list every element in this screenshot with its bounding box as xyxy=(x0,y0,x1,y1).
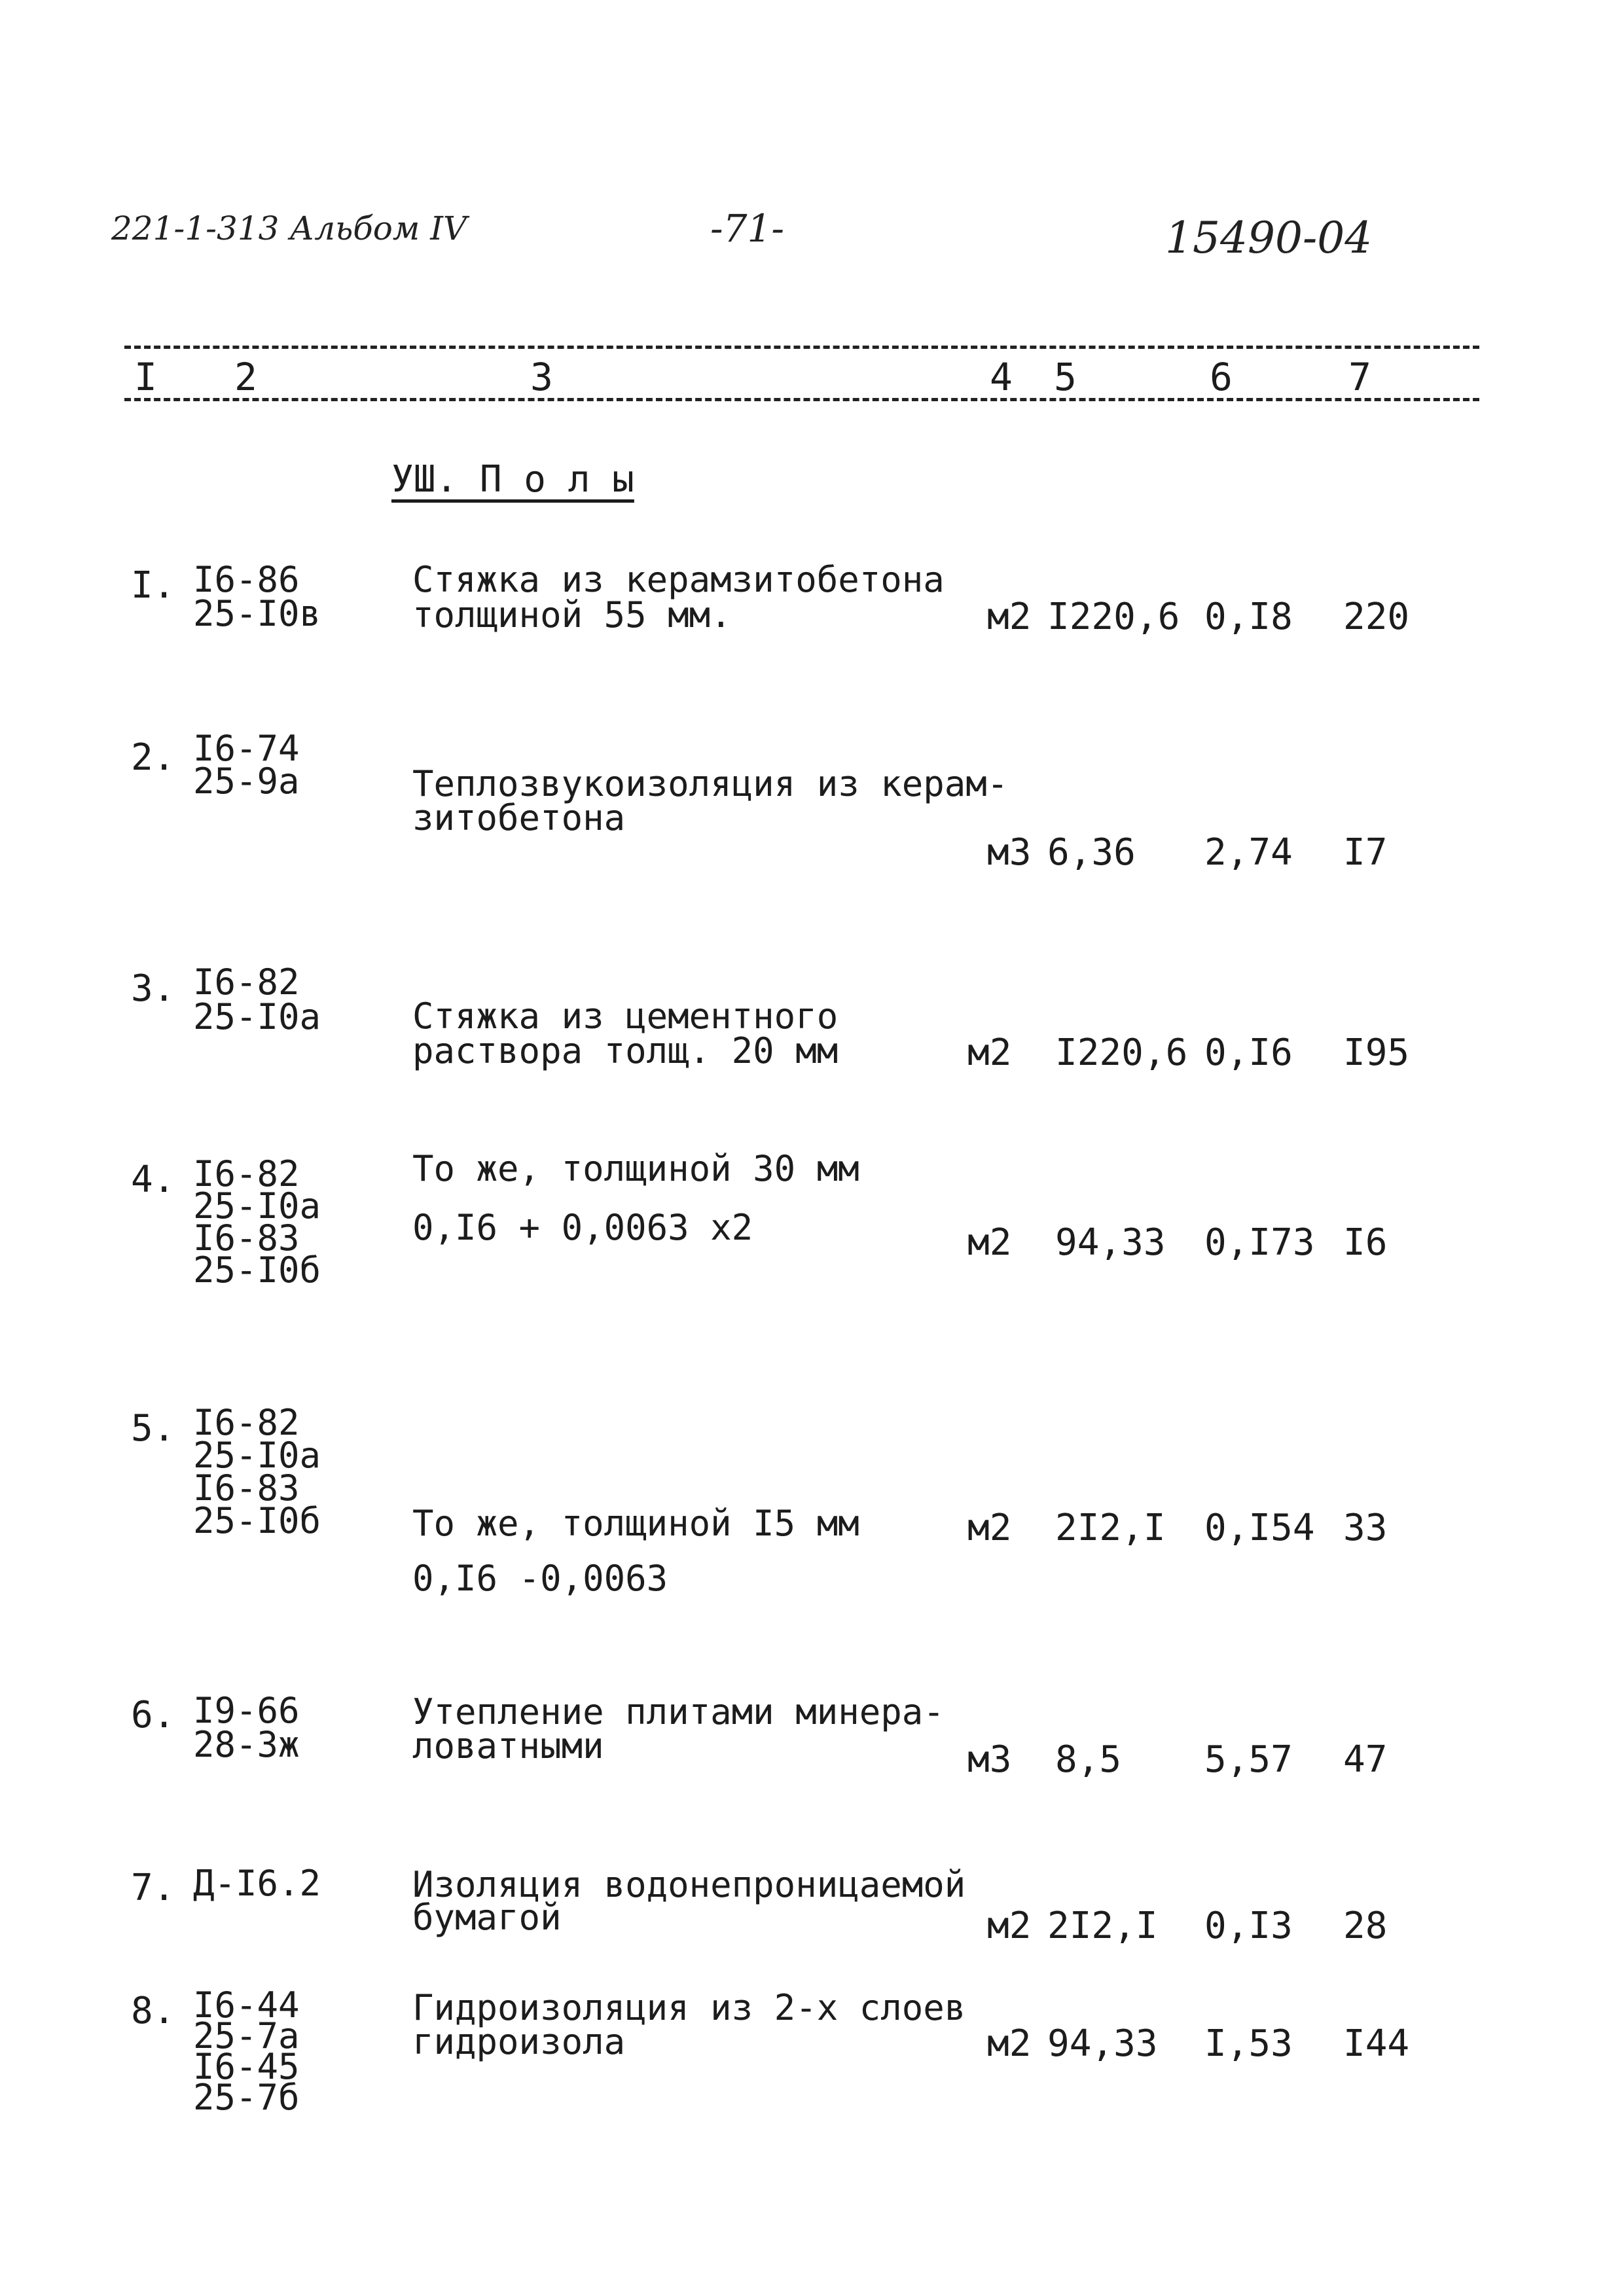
total-cost: I6 xyxy=(1343,1221,1388,1264)
norm-code: 25-9а xyxy=(193,761,300,802)
work-description: Стяжка из керамзитобетона xyxy=(412,559,945,600)
unit-price: 2,74 xyxy=(1204,831,1293,874)
unit: м2 xyxy=(987,596,1032,638)
unit: м2 xyxy=(967,1031,1012,1074)
unit: м2 xyxy=(987,1905,1032,1947)
row-number: 6. xyxy=(131,1694,175,1736)
quantity: I220,6 xyxy=(1047,596,1180,638)
row-number: 3. xyxy=(131,967,175,1010)
unit-price: 5,57 xyxy=(1204,1738,1293,1781)
calculation-formula: 0,I6 -0,0063 xyxy=(412,1558,668,1599)
column-number-7: 7 xyxy=(1348,355,1371,399)
unit-price: 0,I8 xyxy=(1204,596,1293,638)
section-title: УШ. П о л ы xyxy=(391,458,634,501)
norm-code: 25-I0а xyxy=(193,996,321,1037)
total-cost: I44 xyxy=(1343,2022,1410,2065)
column-number-3: 3 xyxy=(530,355,553,399)
unit: м3 xyxy=(967,1738,1012,1781)
quantity: 2I2,I xyxy=(1047,1905,1158,1947)
work-description: гидроизола xyxy=(412,2021,626,2062)
norm-code: 25-7б xyxy=(193,2077,300,2118)
work-description: То же, толщиной I5 мм xyxy=(412,1503,859,1544)
work-description: Теплозвукоизоляция из керам- xyxy=(412,763,1009,804)
unit: м2 xyxy=(967,1221,1012,1264)
column-number-4: 4 xyxy=(990,355,1013,399)
column-number-2: 2 xyxy=(234,355,257,399)
norm-code: 25-I0а xyxy=(193,1435,321,1476)
norm-code: I6-82 xyxy=(193,1402,300,1443)
norm-code: 25-I0б xyxy=(193,1500,321,1541)
row-number: 5. xyxy=(131,1407,175,1450)
inventory-number: 15490-04 xyxy=(1165,213,1373,263)
row-number: 7. xyxy=(131,1867,175,1909)
calculation-formula: 0,I6 + 0,0063 x2 xyxy=(412,1207,753,1248)
unit-price: 0,I6 xyxy=(1204,1031,1293,1074)
unit: м3 xyxy=(987,831,1032,874)
column-dash-line xyxy=(124,398,1479,401)
norm-code: 25-I0в xyxy=(193,593,321,634)
unit-price: 0,I54 xyxy=(1204,1507,1315,1549)
column-number-6: 6 xyxy=(1210,355,1233,399)
total-cost: 220 xyxy=(1343,596,1410,638)
unit: м2 xyxy=(987,2022,1032,2065)
work-description: То же, толщиной 30 мм xyxy=(412,1148,859,1189)
quantity: 6,36 xyxy=(1047,831,1136,874)
document-code: 221-1-313 Альбом IV xyxy=(111,209,467,247)
total-cost: I95 xyxy=(1343,1031,1410,1074)
column-number-1: I xyxy=(134,355,157,399)
quantity: 94,33 xyxy=(1055,1221,1166,1264)
quantity: 8,5 xyxy=(1055,1738,1122,1781)
work-description: Стяжка из цементного xyxy=(412,996,839,1037)
norm-code: I6-82 xyxy=(193,961,300,1003)
norm-code: 25-I0а xyxy=(193,1185,321,1227)
norm-code: I6-74 xyxy=(193,728,300,769)
work-description: зитобетона xyxy=(412,797,626,838)
quantity: 94,33 xyxy=(1047,2022,1158,2065)
norm-code: I6-86 xyxy=(193,559,300,600)
row-number: 8. xyxy=(131,1990,175,2032)
norm-code: 25-7а xyxy=(193,2015,300,2056)
work-description: Гидроизоляция из 2-х слоев xyxy=(412,1987,966,2028)
norm-code: 28-3ж xyxy=(193,1724,300,1765)
row-number: 2. xyxy=(131,736,175,779)
work-description: бумагой xyxy=(412,1897,562,1938)
norm-code: I6-82 xyxy=(193,1153,300,1194)
unit-price: 0,I3 xyxy=(1204,1905,1293,1947)
total-cost: 47 xyxy=(1343,1738,1388,1781)
column-number-5: 5 xyxy=(1054,355,1077,399)
work-description: раствора толщ. 20 мм xyxy=(412,1030,839,1071)
norm-code: I6-83 xyxy=(193,1217,300,1259)
page-number: -71- xyxy=(710,206,784,251)
norm-code: I9-66 xyxy=(193,1690,300,1731)
quantity: 2I2,I xyxy=(1055,1507,1166,1549)
total-cost: I7 xyxy=(1343,831,1388,874)
work-description: толщиной 55 мм. xyxy=(412,594,732,636)
total-cost: 33 xyxy=(1343,1507,1388,1549)
norm-code: Д-I6.2 xyxy=(193,1863,321,1904)
unit-price: 0,I73 xyxy=(1204,1221,1315,1264)
row-number: 4. xyxy=(131,1158,175,1201)
quantity: I220,6 xyxy=(1055,1031,1188,1074)
norm-code: 25-I0б xyxy=(193,1249,321,1291)
unit: м2 xyxy=(967,1507,1012,1549)
norm-code: I6-45 xyxy=(193,2046,300,2087)
norm-code: I6-44 xyxy=(193,1984,300,2026)
total-cost: 28 xyxy=(1343,1905,1388,1947)
work-description: ловатными xyxy=(412,1725,604,1767)
unit-price: I,53 xyxy=(1204,2022,1293,2065)
top-dash-line xyxy=(124,346,1479,349)
work-description: Изоляция водонепроницаемой xyxy=(412,1864,966,1905)
norm-code: I6-83 xyxy=(193,1467,300,1509)
row-number: I. xyxy=(131,564,175,607)
work-description: Утепление плитами минера- xyxy=(412,1691,945,1732)
